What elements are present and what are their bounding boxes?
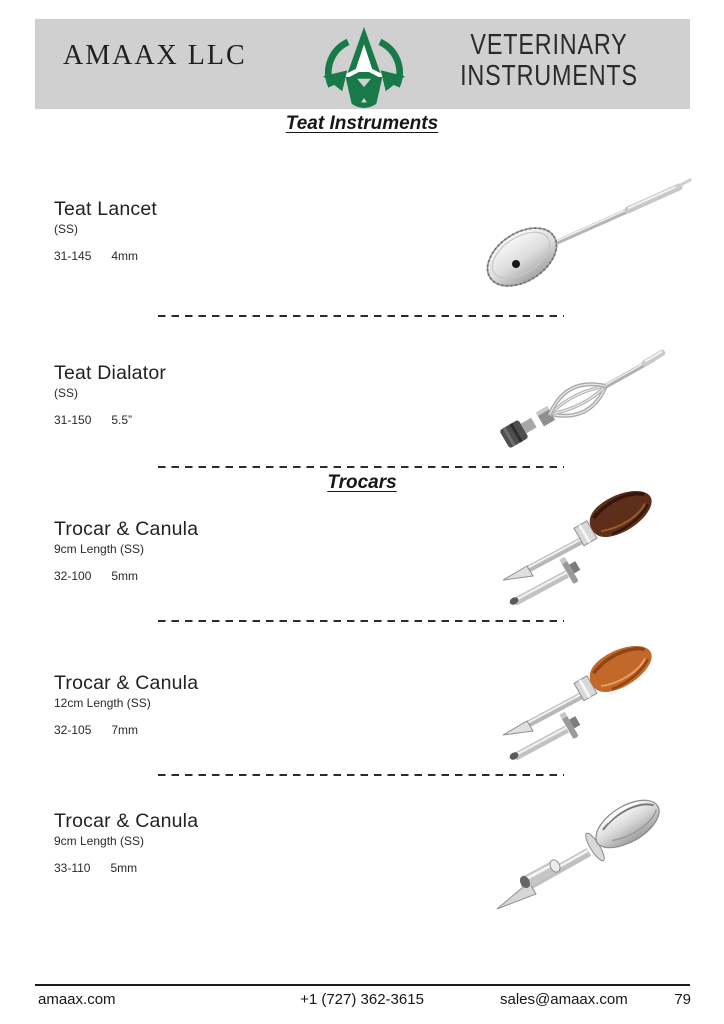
product-size: 5mm: [111, 569, 139, 583]
product-code-line: [54, 249, 374, 263]
trocar-canula-9cm-image: [483, 480, 679, 628]
trocar-canula-12cm-image: [483, 635, 679, 783]
product-code: 31-145: [54, 249, 92, 263]
product-entry-trocar-canula-12cm: [54, 672, 374, 737]
header-title-line2: INSTRUMENTS: [460, 60, 638, 92]
footer-phone: +1 (727) 362-3615: [300, 991, 424, 1008]
header-title: [442, 30, 655, 92]
product-code-line: [54, 861, 374, 875]
teat-lancet-image: [476, 172, 704, 290]
product-code: 33-110: [54, 861, 91, 875]
product-material: (SS): [54, 386, 78, 400]
dashed-divider: [158, 315, 564, 317]
trocar-canula-metal-image: [485, 788, 697, 924]
product-code: 32-100: [54, 569, 92, 583]
product-entry-teat-dialator: [54, 362, 374, 427]
product-name: Trocar & Canula: [54, 518, 199, 540]
footer-website: amaax.com: [38, 991, 116, 1008]
product-name: Trocar & Canula: [54, 810, 199, 832]
header-bar: [35, 19, 690, 109]
section-heading-trocars: Trocars: [327, 472, 397, 493]
section-heading-teat-instruments: Teat Instruments: [285, 113, 439, 134]
footer-rule: [35, 984, 690, 986]
product-size: 5mm: [110, 861, 138, 875]
product-code: 32-105: [54, 723, 92, 737]
footer-email: sales@amaax.com: [500, 991, 628, 1008]
product-name: Trocar & Canula: [54, 672, 199, 694]
product-material: (SS): [54, 222, 78, 236]
product-name: Teat Dialator: [54, 362, 167, 384]
teat-dilator-image: [494, 336, 670, 452]
product-code: 31-150: [54, 413, 92, 427]
product-entry-trocar-canula-metal: [54, 810, 374, 875]
product-entry-teat-lancet: [54, 198, 374, 263]
product-name: Teat Lancet: [54, 198, 158, 220]
product-size: 7mm: [111, 723, 139, 737]
product-spec: 9cm Length (SS): [54, 834, 145, 848]
product-code-line: [54, 723, 374, 737]
product-code-line: [54, 413, 374, 427]
dashed-divider: [158, 620, 564, 622]
product-entry-trocar-canula-9cm: [54, 518, 374, 583]
product-code-line: [54, 569, 374, 583]
dashed-divider: [158, 774, 564, 776]
footer-page-number: 79: [674, 991, 691, 1008]
dashed-divider: [158, 466, 564, 468]
product-size: 5.5”: [111, 413, 133, 427]
product-spec: 12cm Length (SS): [54, 696, 151, 710]
product-spec: 9cm Length (SS): [54, 542, 145, 556]
brand-name: AMAAX LLC: [63, 40, 247, 71]
amaax-logo-icon: [318, 20, 410, 114]
header-title-line1: VETERINARY: [470, 29, 628, 61]
product-size: 4mm: [111, 249, 139, 263]
